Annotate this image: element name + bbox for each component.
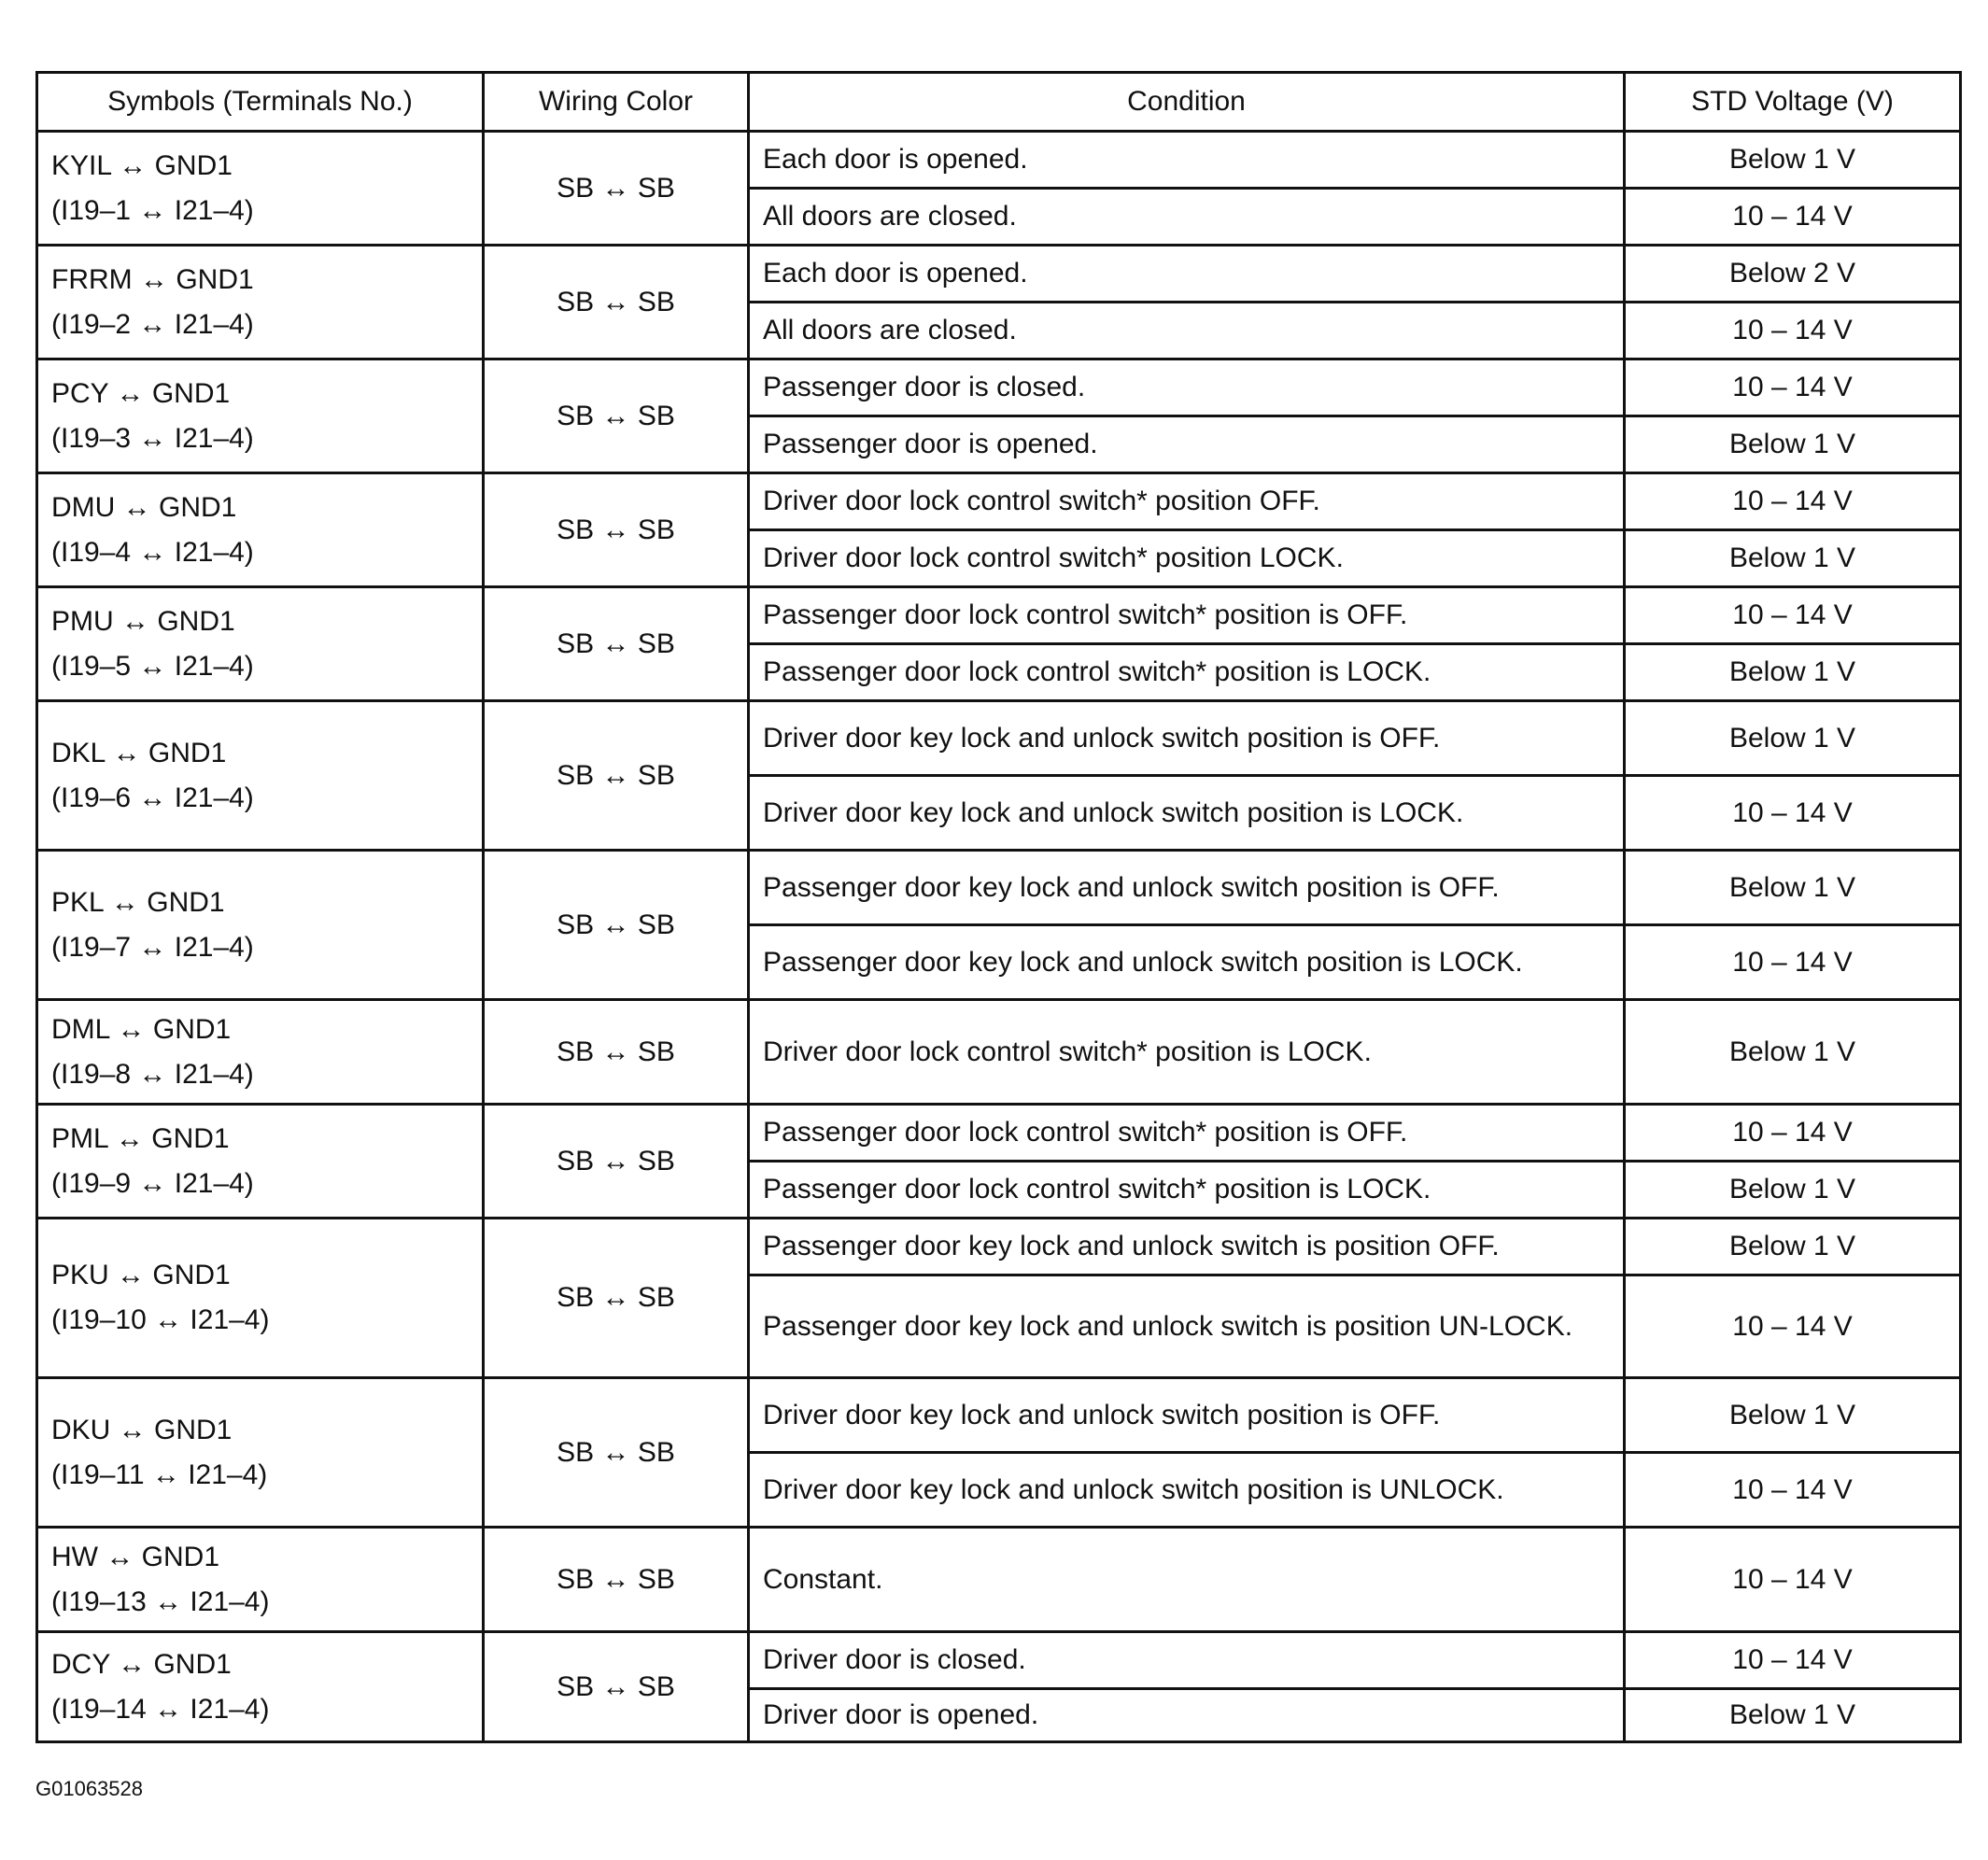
voltage-cell: 10 – 14 V (1625, 189, 1961, 246)
terminal-numbers: (I19–3 ↔ I21–4) (51, 422, 254, 454)
symbol-name: KYIL ↔ GND1 (51, 149, 233, 181)
voltage-cell: Below 1 V (1625, 1689, 1961, 1742)
condition-cell: Driver door lock control switch* position LOCK. (749, 530, 1625, 587)
symbol-cell (37, 851, 484, 1000)
condition-cell: Constant. (749, 1528, 1625, 1632)
table-row (37, 1528, 1961, 1632)
symbol-cell (37, 132, 484, 246)
terminal-numbers: (I19–6 ↔ I21–4) (51, 782, 254, 813)
voltage-cell: 10 – 14 V (1625, 925, 1961, 1000)
header-condition: Condition (749, 73, 1625, 132)
table-row (37, 587, 1961, 644)
wiring-color-cell: SB ↔ SB (484, 701, 749, 851)
terminal-numbers: (I19–10 ↔ I21–4) (51, 1304, 270, 1335)
header-symbols: Symbols (Terminals No.) (37, 73, 484, 132)
symbol-name: PKL ↔ GND1 (51, 886, 225, 918)
condition-cell: Driver door key lock and unlock switch position is OFF. (749, 1378, 1625, 1453)
condition-cell: Passenger door is opened. (749, 416, 1625, 473)
condition-cell: Passenger door lock control switch* position is OFF. (749, 587, 1625, 644)
wiring-color-cell: SB ↔ SB (484, 851, 749, 1000)
condition-cell: Passenger door lock control switch* position is OFF. (749, 1105, 1625, 1162)
header-std-voltage: STD Voltage (V) (1625, 73, 1961, 132)
condition-cell: Each door is opened. (749, 246, 1625, 303)
table-row (37, 359, 1961, 416)
terminal-numbers: (I19–7 ↔ I21–4) (51, 931, 254, 963)
wiring-color-cell: SB ↔ SB (484, 1105, 749, 1219)
condition-cell: Driver door lock control switch* position is LOCK. (749, 1000, 1625, 1105)
table-row (37, 473, 1961, 530)
symbol-name: HW ↔ GND1 (51, 1541, 219, 1572)
voltage-cell: Below 1 V (1625, 1162, 1961, 1219)
wiring-color-cell: SB ↔ SB (484, 1528, 749, 1632)
wiring-color-cell: SB ↔ SB (484, 1378, 749, 1528)
condition-cell: All doors are closed. (749, 189, 1625, 246)
voltage-cell: 10 – 14 V (1625, 587, 1961, 644)
symbol-name: PMU ↔ GND1 (51, 605, 235, 637)
terminal-numbers: (I19–5 ↔ I21–4) (51, 650, 254, 682)
table-row (37, 1000, 1961, 1105)
condition-cell: Passenger door key lock and unlock switch is position OFF. (749, 1219, 1625, 1275)
terminal-numbers: (I19–11 ↔ I21–4) (51, 1458, 268, 1490)
wiring-color-cell: SB ↔ SB (484, 132, 749, 246)
symbol-name: PML ↔ GND1 (51, 1122, 230, 1154)
table-body (37, 132, 1961, 1742)
voltage-cell: 10 – 14 V (1625, 1275, 1961, 1378)
symbol-cell (37, 246, 484, 359)
header-wiring-color: Wiring Color (484, 73, 749, 132)
table-row (37, 1219, 1961, 1275)
voltage-cell: Below 1 V (1625, 530, 1961, 587)
condition-cell: Driver door key lock and unlock switch position is UNLOCK. (749, 1453, 1625, 1528)
voltage-cell: Below 1 V (1625, 416, 1961, 473)
symbol-name: DCY ↔ GND1 (51, 1648, 232, 1680)
voltage-cell: Below 1 V (1625, 1000, 1961, 1105)
terminal-numbers: (I19–8 ↔ I21–4) (51, 1058, 254, 1090)
symbol-cell (37, 1105, 484, 1219)
condition-cell: Passenger door key lock and unlock switch position is LOCK. (749, 925, 1625, 1000)
condition-cell: Driver door key lock and unlock switch position is LOCK. (749, 776, 1625, 851)
symbol-cell (37, 473, 484, 587)
table-header-row (37, 73, 1961, 132)
voltage-cell: 10 – 14 V (1625, 1105, 1961, 1162)
wiring-color-cell: SB ↔ SB (484, 1000, 749, 1105)
condition-cell: Driver door key lock and unlock switch position is OFF. (749, 701, 1625, 776)
symbol-cell (37, 359, 484, 473)
voltage-cell: Below 1 V (1625, 644, 1961, 701)
voltage-cell: 10 – 14 V (1625, 303, 1961, 359)
wiring-color-cell: SB ↔ SB (484, 359, 749, 473)
voltage-cell: Below 2 V (1625, 246, 1961, 303)
symbol-cell (37, 1528, 484, 1632)
terminal-numbers: (I19–1 ↔ I21–4) (51, 194, 254, 226)
symbol-name: DML ↔ GND1 (51, 1013, 232, 1045)
voltage-cell: Below 1 V (1625, 701, 1961, 776)
symbol-cell (37, 1632, 484, 1742)
table-row (37, 1378, 1961, 1453)
symbol-name: PKU ↔ GND1 (51, 1260, 231, 1290)
condition-cell: All doors are closed. (749, 303, 1625, 359)
condition-cell: Passenger door is closed. (749, 359, 1625, 416)
condition-cell: Driver door lock control switch* position OFF. (749, 473, 1625, 530)
image-id-label: G01063528 (35, 1777, 143, 1800)
symbol-name: DKU ↔ GND1 (51, 1414, 233, 1445)
symbol-cell (37, 1000, 484, 1105)
terminal-numbers: (I19–4 ↔ I21–4) (51, 536, 254, 568)
condition-cell: Passenger door lock control switch* position is LOCK. (749, 644, 1625, 701)
table-row (37, 851, 1961, 925)
symbol-name: DKL ↔ GND1 (51, 737, 227, 768)
symbol-name: DMU ↔ GND1 (51, 491, 237, 523)
wiring-color-cell: SB ↔ SB (484, 587, 749, 701)
table-row (37, 1105, 1961, 1162)
condition-cell: Passenger door key lock and unlock switch position is OFF. (749, 851, 1625, 925)
symbol-name: PCY ↔ GND1 (51, 377, 231, 409)
wiring-color-cell: SB ↔ SB (484, 1219, 749, 1378)
terminal-numbers: (I19–2 ↔ I21–4) (51, 308, 254, 340)
table-row (37, 701, 1961, 776)
voltage-cell: 10 – 14 V (1625, 1528, 1961, 1632)
terminal-voltage-table (35, 71, 1962, 1743)
symbol-cell (37, 701, 484, 851)
voltage-cell: Below 1 V (1625, 132, 1961, 189)
table-row (37, 132, 1961, 189)
condition-cell: Driver door is opened. (749, 1689, 1625, 1742)
table-row (37, 1632, 1961, 1689)
condition-cell: Each door is opened. (749, 132, 1625, 189)
wiring-color-cell: SB ↔ SB (484, 246, 749, 359)
condition-cell: Passenger door key lock and unlock switch is position UN-LOCK. (749, 1275, 1625, 1378)
terminal-numbers: (I19–14 ↔ I21–4) (51, 1693, 270, 1725)
condition-cell: Passenger door lock control switch* position is LOCK. (749, 1162, 1625, 1219)
voltage-cell: 10 – 14 V (1625, 1453, 1961, 1528)
symbol-cell (37, 1378, 484, 1528)
terminal-numbers: (I19–13 ↔ I21–4) (51, 1585, 270, 1617)
voltage-cell: 10 – 14 V (1625, 473, 1961, 530)
voltage-cell: Below 1 V (1625, 1378, 1961, 1453)
condition-cell: Driver door is closed. (749, 1632, 1625, 1689)
voltage-cell: Below 1 V (1625, 1219, 1961, 1275)
voltage-cell: 10 – 14 V (1625, 1632, 1961, 1689)
symbol-name: FRRM ↔ GND1 (51, 263, 254, 295)
symbol-cell (37, 1219, 484, 1378)
wiring-color-cell: SB ↔ SB (484, 473, 749, 587)
terminal-numbers: (I19–9 ↔ I21–4) (51, 1167, 254, 1199)
symbol-cell (37, 587, 484, 701)
voltage-cell: 10 – 14 V (1625, 359, 1961, 416)
table-row (37, 246, 1961, 303)
voltage-cell: Below 1 V (1625, 851, 1961, 925)
voltage-cell: 10 – 14 V (1625, 776, 1961, 851)
wiring-color-cell: SB ↔ SB (484, 1632, 749, 1742)
